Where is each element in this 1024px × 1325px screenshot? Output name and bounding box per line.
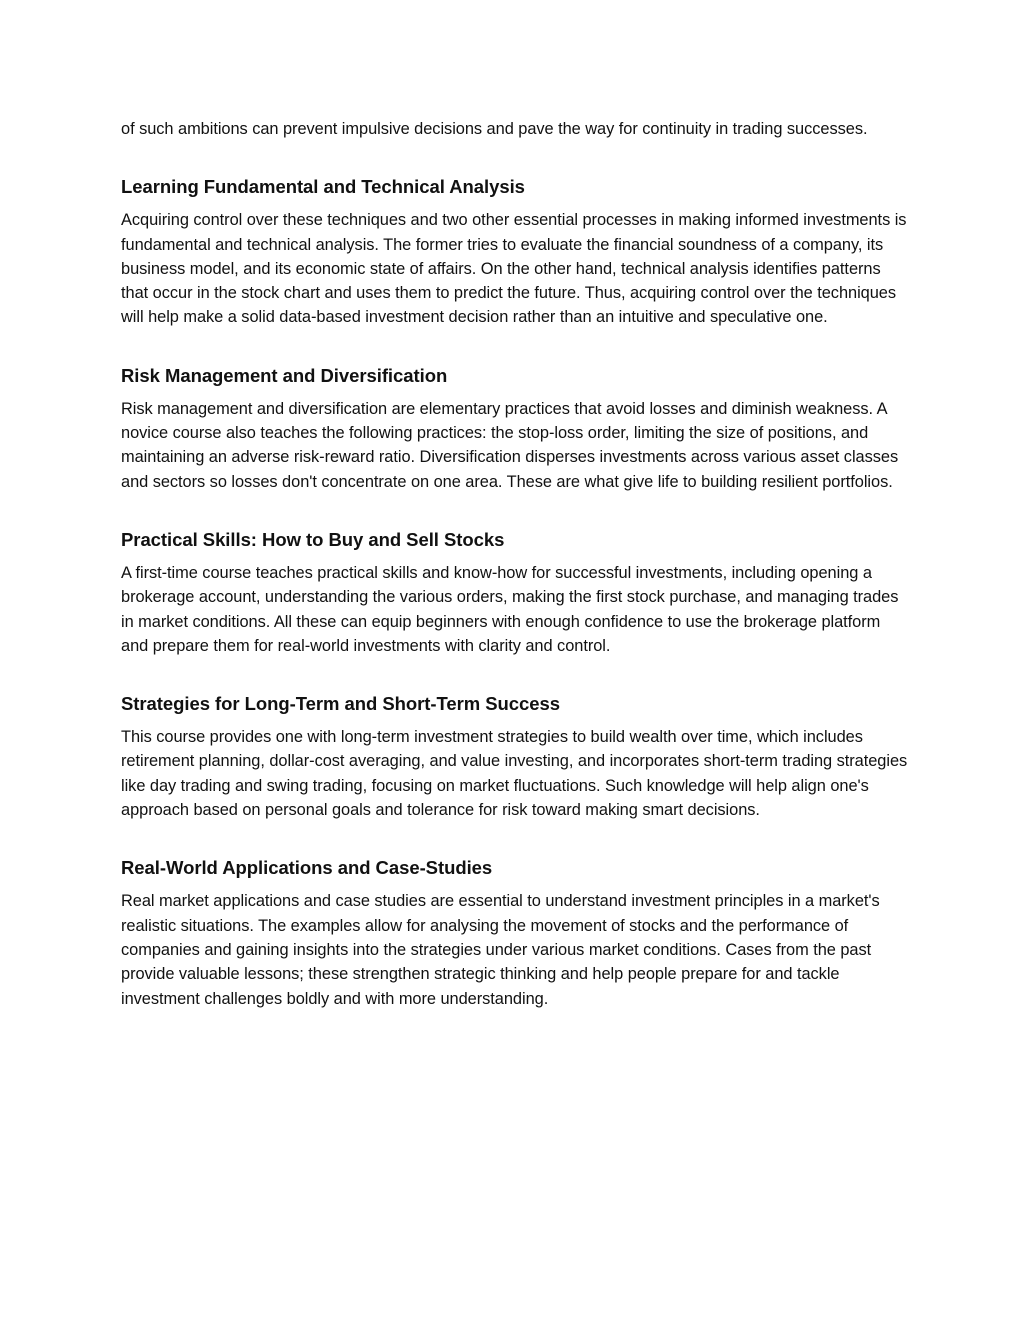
section-strategies (121, 692, 911, 822)
section-body: Acquiring control over these techniques and two other essential processes in making informed investments is fundamental and technical analysis. The former tries to evaluate the financial soundness of a company, its business model, and its economic state of affairs. On the other hand, technical analysis identifies patterns that occur in the stock chart and uses them to predict the future. Thus, acquiring control over the techniques will help make a solid data-based investment decision rather than an intuitive and speculative one. (121, 211, 907, 327)
section-body: Real market applications and case studies are essential to understand investment principles in a market's realistic situations. The examples allow for analysing the movement of stocks and the performance of companies and gaining insights into the strategies under various market conditions. Cases from the past provide valuable lessons; these strengthen strategic thinking and help people prepare for and tackle investment challenges boldly and with more understanding. (121, 892, 880, 1008)
section-real-world-applications (121, 856, 911, 1010)
section-heading: Learning Fundamental and Technical Analysis (121, 176, 525, 198)
section-heading: Risk Management and Diversification (121, 364, 448, 386)
section-body: Risk management and diversification are elementary practices that avoid losses and diminish weakness. A novice course also teaches the following practices: the stop-loss order, limiting the size of positions, and maintaining an adverse risk-reward ratio. Diversification disperses investments across various asset classes and sectors so losses don't concentrate on one area. These are what give life to building resilient portfolios. (121, 399, 899, 491)
intro-paragraph: of such ambitions can prevent impulsive decisions and pave the way for continuity in trading successes. (121, 120, 868, 138)
section-practical-skills (121, 528, 911, 658)
section-body: A first-time course teaches practical skills and know-how for successful investments, including opening a brokerage account, understanding the various orders, making the first stock purchase, and managing trades in market conditions. All these can equip beginners with enough confidence to use the brokerage platform and prepare them for real-world investments with clarity and control. (121, 563, 899, 655)
section-risk-management (121, 364, 911, 494)
section-heading: Real-World Applications and Case-Studies (121, 857, 493, 879)
section-heading: Practical Skills: How to Buy and Sell Stocks (121, 528, 505, 550)
section-body: This course provides one with long-term investment strategies to build wealth over time, which includes retirement planning, dollar-cost averaging, and value investing, and incorporates short-term trading strategies like day trading and swing trading, focusing on market fluctuations. Such knowledge will help align one's approach based on personal goals and tolerance for risk toward making smart decisions. (121, 728, 908, 820)
document-content (121, 117, 911, 1045)
section-heading: Strategies for Long-Term and Short-Term Success (121, 693, 560, 715)
section-fundamental-technical-analysis (121, 175, 911, 329)
